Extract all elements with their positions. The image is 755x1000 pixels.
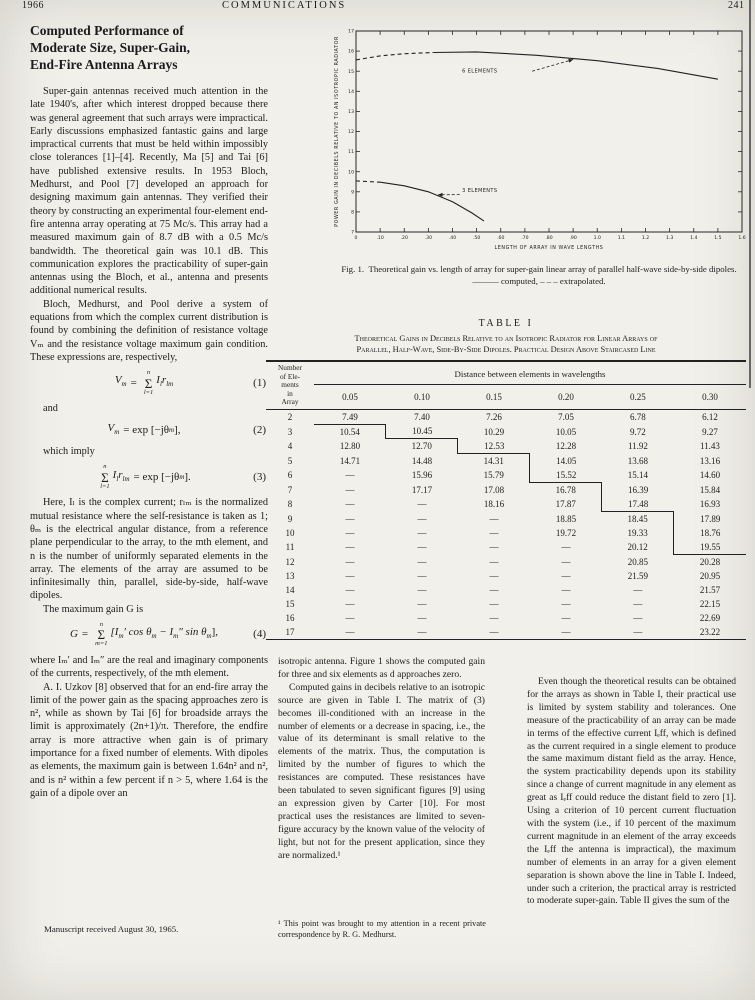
- gain-cell: 7.40: [414, 412, 430, 423]
- gain-cell: —: [417, 499, 427, 510]
- gain-cell: 16.93: [699, 499, 721, 510]
- gain-cell: —: [561, 598, 571, 609]
- element-count-cell: 17: [285, 626, 295, 637]
- y-tick-label: 15: [348, 69, 354, 75]
- x-tick-label: 1.4: [690, 236, 698, 241]
- gain-cell: 18.76: [674, 526, 746, 540]
- manuscript-footnote: Manuscript received August 30, 1965.: [44, 924, 179, 934]
- column-group-header: Distance between elements in wavelengths: [314, 361, 746, 385]
- table-row: [266, 597, 746, 611]
- gain-cell: —: [345, 584, 355, 595]
- element-count-cell: 9: [287, 513, 293, 524]
- element-count-cell: 4: [287, 441, 293, 452]
- table-row: [266, 569, 746, 583]
- x-tick-label: 1.3: [665, 236, 674, 241]
- gain-cell: —: [489, 513, 499, 524]
- gain-cell: 9.72: [630, 426, 646, 437]
- x-tick-label: 1.1: [617, 236, 626, 241]
- scan-edge-artifact: [749, 0, 751, 388]
- gain-cell: —: [417, 584, 427, 595]
- column-header: 0.05: [314, 385, 386, 410]
- y-tick-label: 10: [348, 170, 354, 176]
- gain-cell: 10.45: [386, 424, 458, 439]
- y-tick-label: 16: [348, 49, 354, 55]
- curve-label: 3 ELEMENTS: [462, 188, 498, 195]
- element-count-cell: 15: [285, 598, 295, 609]
- table-row: [266, 554, 746, 569]
- gain-cell: 19.33: [627, 527, 648, 538]
- gain-cell: 19.72: [555, 527, 577, 538]
- x-tick-label: .30: [424, 236, 433, 241]
- right-column: [527, 676, 736, 908]
- gain-cell: —: [561, 626, 571, 637]
- gain-cell: —: [489, 626, 499, 637]
- element-count-cell: 7: [287, 484, 293, 495]
- x-tick-label: .60: [497, 236, 505, 241]
- column-header: 0.10: [386, 385, 458, 410]
- gain-cell: 18.85: [555, 513, 577, 524]
- x-tick-label: 1.6: [738, 236, 746, 241]
- series-6-elements-computed: [433, 52, 718, 79]
- table-row: [266, 439, 746, 454]
- gain-cell: 18.45: [627, 513, 648, 524]
- x-tick-label: .10: [376, 236, 384, 241]
- gain-cell: —: [345, 527, 355, 538]
- paragraph: Super-gain antennas received much attention in the late 1940's, after which interest dropped because there was general agreement that such arrays were impractical. Early discussions emphasized fantastic gains and large impractical currents that must be held within impossibly close tolerances [1]–[4]. Recently, Ma [5] and Tai [6] have published extensive results. In 1953 Bloch, Medhurst, and Pool [7] developed an approach for designing maximum gain antennas. They verified their theory by constructing an experimental four-element end-fire antenna array operating at 75 Mc/s. This array had a measured maximum gain of 8.7 dB with a 0.5 Mc/s bandwidth. The theoretical gain was 10.1 dB. This communication explores the practicability of super-gain antennas using the Bloch, et al., antenna and presents additional numerical results.: [30, 86, 268, 297]
- gain-cell: 20.28: [699, 556, 721, 567]
- paragraph: Even though the theoretical results can be obtained for the arrays as shown in Table I, their practical use is limited by system stability and tolerances. One measure of the practicability of an array can be made in terms of the effective current Iₑff, which is defined as the current required in a single element to produce the same maximum distant field as the array. Hence, the system practicability depends upon its stability since a change of current magnitude in any element as great as Iₑff could reduce the distant field to zero [1]. Using a criterion of 10 percent current fluctuation with the system (i.e., if 10 percent of the maximum current magnitude in an element of the array exceeds the Iₑff the antenna is impractical), the maximum number of elements in an array for a given element separation is shown above the line in Table I. Indeed, under such a criterion, the practical array is restricted to moderate super-gain. Table II gives the sum of the: [527, 676, 736, 907]
- paragraph: Computed gains in decibels relative to an isotropic source are given in Table I. The matrix of (3) becomes ill-conditioned with an increase in the number of elements or a decrease in spacing, i.e., the value of its determinant is small relative to the elements of the matrix. Thus, the computation is limited by the number of figures to which the resistances are computed. These resistances have been tabulated to seven significant figures [9] using an expression given by Carter [10]. For most practical uses the resistances are limited to seven-figure accuracy by the known value of the velocity of light, but not for the present application, since they are normalized.¹: [278, 681, 485, 861]
- gain-cell: 9.27: [702, 426, 718, 437]
- gain-cell: —: [489, 612, 499, 623]
- gain-cell: 13.68: [627, 455, 649, 466]
- figure-1-plot: [330, 26, 748, 262]
- y-tick-label: 14: [348, 89, 354, 95]
- gain-cell: 15.14: [627, 470, 649, 481]
- column-header: 0.15: [458, 385, 530, 410]
- equation-number: (3): [253, 470, 266, 483]
- gain-cell: 15.96: [411, 470, 433, 481]
- y-tick-label: 11: [348, 150, 354, 156]
- connector-text: which imply: [43, 446, 95, 458]
- x-tick-label: .40: [448, 236, 457, 241]
- gain-cell: 14.31: [483, 455, 504, 466]
- paragraph: The maximum gain G is: [43, 603, 144, 615]
- gain-cell: —: [417, 612, 427, 623]
- equation-2: $V_m$ = exp [−jθ m ], (2): [107, 421, 266, 436]
- gain-cell: 7.05: [558, 412, 574, 423]
- page-year: 1966: [22, 0, 44, 11]
- gain-cell: —: [417, 598, 427, 609]
- column-header: 0.25: [602, 385, 674, 410]
- gain-cell: 10.54: [339, 426, 360, 437]
- element-count-cell: 3: [287, 426, 293, 437]
- table-title-line2: Parallel, Half-Wave, Side-By-Side Dipoles. Practical Design Above Staircased Line: [356, 344, 656, 354]
- y-tick-label: 17: [348, 29, 354, 35]
- element-count-cell: 2: [287, 412, 293, 423]
- paragraph: A. I. Uzkov [8] observed that for an end-fire array the limit of the power gain as the spacing approaches zero is n², while as shown by Tai [6] for broadside arrays the limit is approximately (2n+1)/π. Therefore, the endfire array is more attractive when gain is of primary importance for a fixed number of elements. With dipoles as elements, the maximum gain is between 1.64n² and n², and is n² within a few percent if n > 5, where 1.64 is the gain of a dipole over an: [30, 681, 268, 799]
- gain-cell: —: [345, 612, 355, 623]
- gain-cell: —: [345, 499, 355, 510]
- x-tick-label: .90: [569, 236, 577, 241]
- x-tick-label: 0: [354, 236, 358, 241]
- x-tick-label: .50: [472, 236, 481, 241]
- equation-1: $V_m$ = n Σ l=1 $I_lr_{lm}$ (1): [114, 369, 266, 396]
- table-row: [266, 482, 746, 497]
- equation-3: n Σ l=1 $I_lr_{lm}$ = exp [−jθ m ]. (3): [100, 463, 266, 490]
- element-count-cell: 14: [285, 584, 295, 595]
- element-count-cell: 11: [285, 542, 295, 553]
- element-count-cell: 5: [287, 455, 293, 466]
- x-tick-label: 1.0: [593, 236, 601, 241]
- gain-cell: —: [417, 626, 427, 637]
- gain-cell: —: [345, 513, 355, 524]
- gain-cell: —: [489, 527, 499, 538]
- middle-column: [278, 656, 485, 863]
- gain-cell: 16.78: [555, 484, 576, 495]
- element-count-cell: 13: [285, 570, 295, 581]
- y-tick-label: 8: [351, 210, 354, 216]
- gain-cell: 11.92: [627, 441, 648, 452]
- table-row: [266, 409, 746, 424]
- gain-cell: —: [417, 570, 427, 581]
- gain-cell: 22.15: [699, 598, 721, 609]
- gain-cell: —: [489, 570, 499, 581]
- figure-label: Fig. 1.: [341, 264, 365, 274]
- element-count-cell: 12: [285, 556, 295, 567]
- gain-cell: —: [633, 598, 643, 609]
- curve-label: 6 ELEMENTS: [462, 68, 498, 75]
- gain-cell: —: [489, 556, 499, 567]
- table-1-block: [266, 318, 746, 640]
- x-tick-label: .70: [521, 236, 529, 241]
- gain-cell: 17.87: [555, 499, 576, 510]
- gain-cell: —: [345, 484, 355, 495]
- gain-cell: —: [489, 584, 499, 595]
- gain-cell: —: [561, 570, 571, 581]
- table-row: [266, 540, 746, 555]
- series-6-elements-extrapolated: [356, 53, 433, 60]
- column-header: 0.30: [674, 385, 746, 410]
- y-tick-label: 12: [348, 130, 354, 136]
- gain-cell: —: [345, 556, 355, 567]
- gain-cell: —: [417, 556, 427, 567]
- gain-cell: —: [561, 612, 571, 623]
- gain-cell: 12.53: [458, 439, 530, 454]
- table-row: [266, 424, 746, 439]
- paragraph: Here, Iₗ is the complex current; rₗₘ is the normalized mutual resistance where the self-resistance is taken as 1; θₘ is the electrical angular distance, from a reference plane perpendicular to the array, to the mth element, and n is the number of uniformly separated elements in the array. The elements of the array are assumed to be infinitesimally thin, parallel, side-by-side, half-wave dipoles.: [30, 497, 268, 602]
- element-count-cell: 8: [287, 499, 293, 510]
- gain-cell: 22.69: [699, 612, 721, 623]
- gain-cell: 7.49: [314, 409, 386, 424]
- gain-cell: —: [561, 584, 571, 595]
- gain-cell: 20.85: [627, 556, 649, 567]
- gain-cell: 10.29: [483, 426, 505, 437]
- gain-cell: 17.48: [602, 497, 674, 512]
- y-tick-label: 9: [351, 190, 354, 196]
- table-row: [266, 468, 746, 483]
- paragraph: Bloch, Medhurst, and Pool derive a system of equations from which the complex current distribution is found by combining the definition of resistance voltage Vₘ and the resistance voltage maximum gain condition. These expressions are, respectively,: [30, 298, 268, 363]
- gain-cell: —: [561, 542, 571, 553]
- gain-cell: 14.60: [699, 470, 721, 481]
- paragraph: isotropic antenna. Figure 1 shows the computed gain for three and six elements as d approaches zero.: [278, 656, 485, 680]
- gain-cell: 20.12: [627, 542, 648, 553]
- equation-number: (4): [253, 628, 266, 641]
- plot-frame: [356, 31, 742, 232]
- figure-caption-text: Theoretical gain vs. length of array for super-gain linear array of parallel half-wave side-by-side dipoles. ——— computed, – – – extrapolated.: [368, 264, 737, 286]
- table-1: [266, 360, 746, 640]
- gain-cell: —: [417, 527, 427, 538]
- element-count-cell: 10: [285, 527, 295, 538]
- article-title: Computed Performance of Moderate Size, Super-Gain, End-Fire Antenna Arrays: [30, 23, 190, 72]
- equation-number: (2): [253, 423, 266, 436]
- running-head: COMMUNICATIONS: [222, 0, 347, 11]
- gain-cell: 15.84: [699, 484, 721, 495]
- table-row: [266, 583, 746, 597]
- connector-text: and: [43, 403, 58, 415]
- gain-cell: 19.55: [674, 540, 746, 555]
- gain-cell: 12.70: [411, 441, 432, 452]
- gain-cell: —: [345, 542, 355, 553]
- table-row: [266, 625, 746, 640]
- page-number: 241: [728, 0, 745, 11]
- table-title-line1: Theoretical Gains in Decibels Relative to an Isotropic Radiator for Linear Arrays of: [354, 334, 658, 343]
- gain-cell: 6.78: [630, 412, 646, 423]
- gain-cell: —: [561, 556, 571, 567]
- gain-cell: 15.52: [530, 468, 602, 483]
- gain-cell: 18.16: [483, 499, 505, 510]
- table-row: [266, 497, 746, 512]
- table-heading: TABLE I: [478, 318, 534, 329]
- gain-cell: 14.05: [530, 453, 602, 468]
- figure-1: [330, 26, 748, 262]
- summation-symbol: n Σ l=1: [100, 463, 110, 490]
- gain-cell: —: [345, 626, 355, 637]
- table-row: [266, 453, 746, 468]
- gain-cell: —: [633, 612, 643, 623]
- y-tick-label: 7: [351, 230, 354, 236]
- summation-symbol: n Σ l=1: [143, 369, 154, 396]
- gain-cell: 21.59: [627, 570, 649, 581]
- x-tick-label: .20: [400, 236, 408, 241]
- gain-cell: 10.05: [555, 426, 577, 437]
- gain-cell: 12.80: [339, 441, 361, 452]
- gain-cell: —: [633, 584, 643, 595]
- gain-cell: 17.08: [483, 484, 505, 495]
- gain-cell: 14.48: [411, 455, 433, 466]
- stub-header: Number of Ele- ments in Array: [266, 361, 314, 409]
- gain-cell: —: [417, 513, 427, 524]
- gain-cell: 15.79: [483, 470, 504, 481]
- x-tick-label: 1.2: [641, 236, 650, 241]
- gain-cell: —: [417, 542, 427, 553]
- x-axis-label: LENGTH OF ARRAY IN WAVE LENGTHS: [494, 246, 604, 251]
- table-row: [266, 526, 746, 540]
- gain-cell: —: [345, 570, 355, 581]
- gain-cell: 13.16: [699, 455, 721, 466]
- gain-cell: —: [489, 542, 499, 553]
- gain-cell: 20.95: [699, 570, 721, 581]
- series-3-elements-extrapolated: [356, 181, 380, 182]
- gain-cell: 23.22: [699, 626, 721, 637]
- left-column: [30, 22, 268, 800]
- gain-cell: —: [345, 470, 355, 481]
- gain-cell: 7.26: [486, 412, 502, 423]
- y-axis-label: POWER GAIN IN DECIBELS RELATIVE TO AN ISOTROPIC RADIATOR: [335, 36, 340, 227]
- medhurst-footnote: ¹ This point was brought to my attention in a recent private correspondence by R. G. Medhurst.: [278, 919, 486, 939]
- column-header: 0.20: [530, 385, 602, 410]
- gain-cell: 6.12: [702, 412, 718, 423]
- element-count-cell: 6: [287, 470, 293, 481]
- table-row: [266, 611, 746, 625]
- gain-cell: 17.17: [411, 484, 433, 495]
- gain-cell: 11.43: [700, 441, 720, 452]
- element-count-cell: 16: [285, 612, 295, 623]
- gain-cell: 21.57: [699, 584, 721, 595]
- gain-cell: 17.89: [674, 511, 746, 526]
- table-row: [266, 511, 746, 526]
- x-tick-label: .80: [545, 236, 553, 241]
- figure-1-caption: [330, 263, 748, 287]
- gain-cell: —: [633, 626, 643, 637]
- summation-symbol: n Σ m=1: [95, 620, 108, 648]
- paragraph: where Iₘ′ and Iₘ″ are the real and imaginary components of the currents, respectively, of the mth element.: [30, 654, 268, 680]
- x-tick-label: 1.5: [714, 236, 722, 241]
- gain-cell: 12.28: [555, 441, 577, 452]
- gain-cell: 16.39: [602, 482, 674, 497]
- equation-number: (1): [253, 376, 266, 389]
- gain-cell: 14.71: [339, 455, 361, 466]
- y-tick-label: 13: [348, 110, 354, 115]
- gain-cell: —: [489, 598, 499, 609]
- gain-cell: —: [345, 598, 355, 609]
- equation-4: G = n Σ m=1 [$I_m'$ $\cos \theta_m - I_m''$ $\sin \theta_m$], (4): [69, 620, 266, 648]
